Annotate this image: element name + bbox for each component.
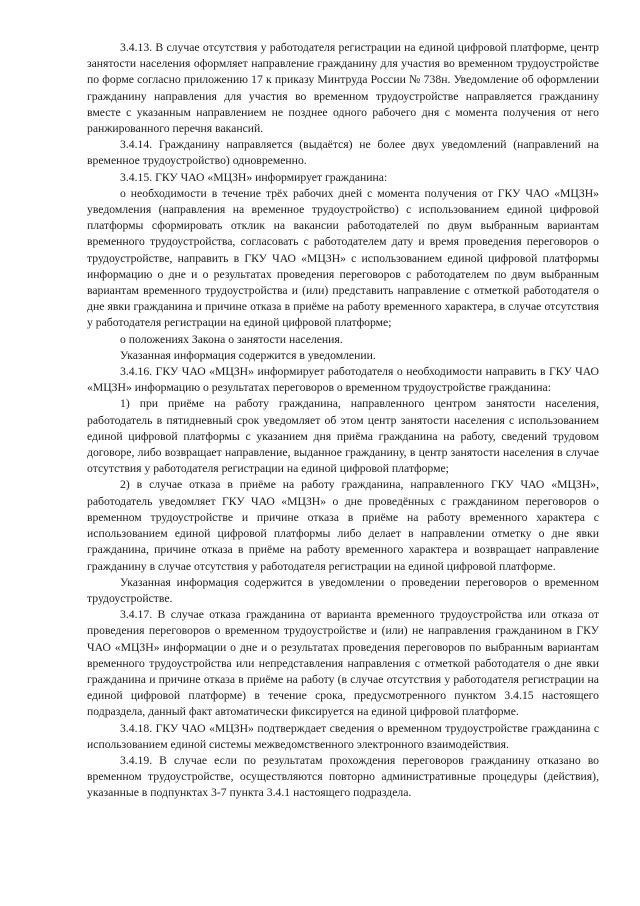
paragraph-3-4-18: 3.4.18. ГКУ ЧАО «МЦЗН» подтверждает сведения о временном трудоустройстве гражданина с использованием единой системы межведомственного электронного взаимодействия. [87, 721, 599, 751]
paragraph-3-4-19: 3.4.19. В случае если по результатам прохождения переговоров гражданину отказано во временном трудоустройстве, осуществляются повторно административные процедуры (действия), указанные в подпунктах 3-7 пункта 3.4.1 настоящего подраздела. [87, 753, 599, 800]
paragraph-3-4-16-item-1: 1) при приёме на работу гражданина, направленного центром занятости населения, работодатель в пятидневный срок уведомляет об этом центр занятости населения с использованием единой цифровой платформы с указанием дня приёма гражданина на работу, сведений трудовом договоре, либо возвращает направление, выданное гражданину, в центр занятости населения в случае отсутствия у работодателя регистрации на единой цифровой платформе; [87, 397, 599, 476]
paragraph-3-4-15-item-2: о положениях Закона о занятости населения. [120, 332, 343, 346]
paragraph-3-4-13: 3.4.13. В случае отсутствия у работодателя регистрации на единой цифровой платформе, центр занятости населения оформляет направление гражданину для участия во временном трудоустройстве по форме согласно приложению 17 к приказу Минтруда России № 738н. Уведомление об оформлении гражданину направления для участия во временном трудоустройстве направляется гражданину вместе с указанным направлением не позднее одного рабочего дня с момента получения от него ранжированного перечня вакансий. [87, 41, 599, 136]
document-page [87, 40, 599, 802]
paragraph-3-4-15-item-1: о необходимости в течение трёх рабочих дней с момента получения от ГКУ ЧАО «МЦЗН» уведомления (направления на временное трудоустройство) с использованием единой цифровой платформы сформировать отклик на вакансии работодателей по двум выбранным вариантам временного трудоустройства, согласовать с работодателем дату и время проведения переговоров о трудоустройстве, направить в ГКУ ЧАО «МЦЗН» с использованием единой цифровой платформы информацию о дне и о результатах проведения переговоров с работодателем по двум выбранным вариантам временного трудоустройства и (или) представить направление с отметкой работодателя о дне явки гражданина и причине отказа в приёме на работу временного характера, в случае отсутствия у работодателя регистрации на единой цифровой платформе; [87, 186, 599, 330]
paragraph-3-4-16: 3.4.16. ГКУ ЧАО «МЦЗН» информирует работодателя о необходимости направить в ГКУ ЧАО «МЦЗН» информацию о результатах переговоров о временном трудоустройстве гражданина: [87, 365, 599, 395]
paragraph-3-4-16-item-2: 2) в случае отказа в приёме на работу гражданина, направленного ГКУ ЧАО «МЦЗН», работодатель уведомляет ГКУ ЧАО «МЦЗН» о дне проведённых с гражданином переговоров о временном трудоустройстве и причине отказа в приёме на работу временного характера с использованием единой цифровой платформы либо делает в направлении отметку о дне явки гражданина, причине отказа в приёме на работу временного характера и возвращает направление гражданину в случае отсутствия у работодателя регистрации на единой цифровой платформе. [87, 478, 599, 573]
paragraph-notification-note: Указанная информация содержится в уведомлении. [120, 348, 376, 362]
paragraph-3-4-15: 3.4.15. ГКУ ЧАО «МЦЗН» информирует гражданина: [120, 170, 388, 184]
paragraph-negotiation-note: Указанная информация содержится в уведомлении о проведении переговоров о временном трудоустройстве. [87, 575, 599, 605]
paragraph-3-4-14: 3.4.14. Гражданину направляется (выдаётся) не более двух уведомлений (направлений на временное трудоустройство) одновременно. [87, 138, 599, 168]
paragraph-3-4-17: 3.4.17. В случае отказа гражданина от варианта временного трудоустройства или отказа от проведения переговоров о временном трудоустройстве и (или) не направления гражданином в ГКУ ЧАО «МЦЗН» информации о дне и о результатах проведения переговоров по выбранным вариантам временного трудоустройства или непредставления направления с отметкой работодателя о дне явки гражданина и причине отказа в приёме на работу (в случае отсутствия у работодателя регистрации на единой цифровой платформе) в течение срока, предусмотренного пунктом 3.4.15 настоящего подраздела, данный факт автоматически фиксируется на единой цифровой платформе. [87, 608, 599, 719]
